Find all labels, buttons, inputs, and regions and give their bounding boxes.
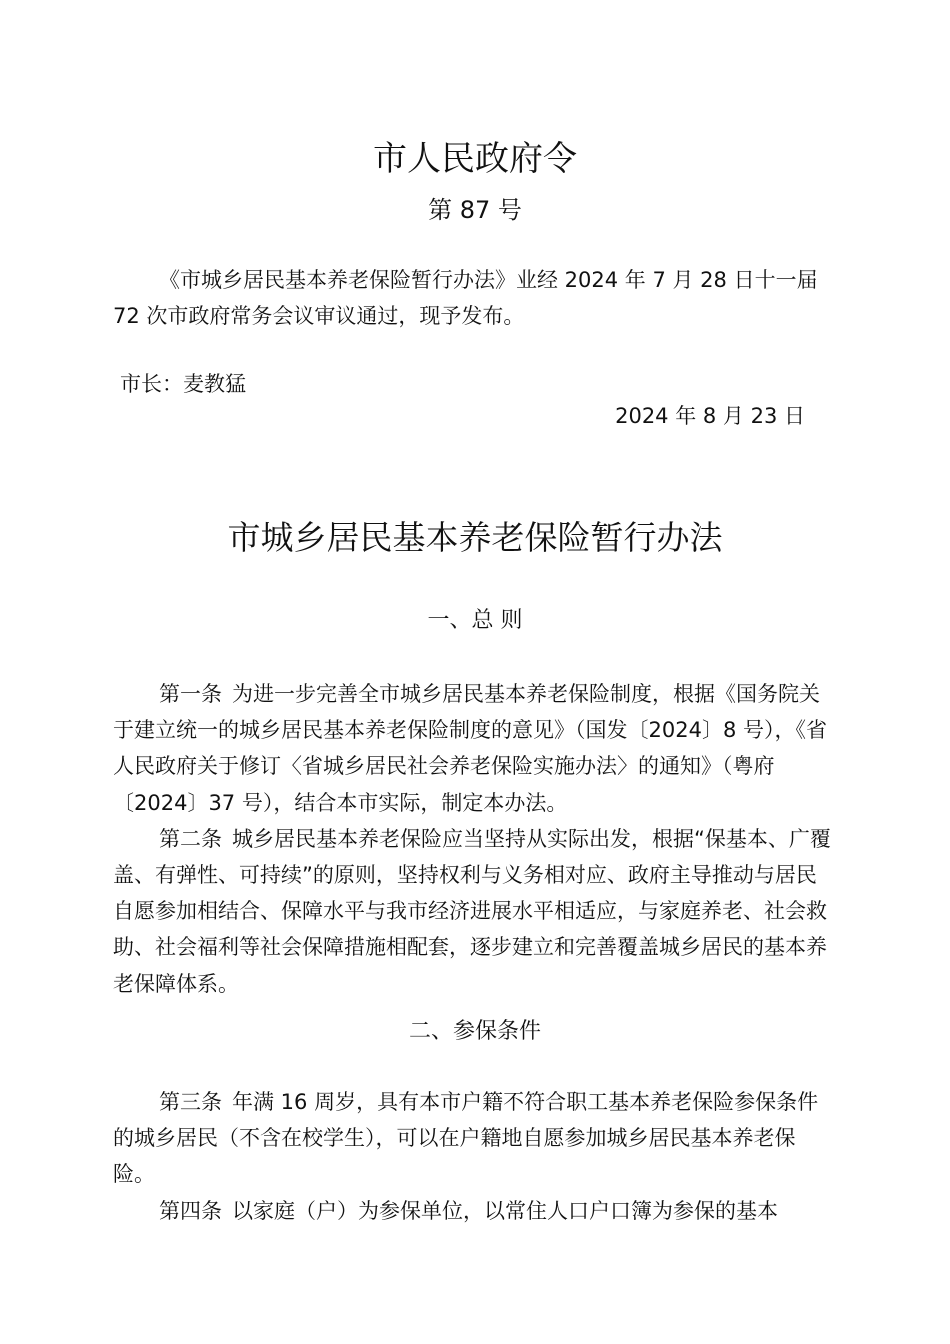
article-2 bbox=[113, 821, 837, 1002]
section-general-articles bbox=[113, 676, 837, 1002]
decree-date: 2024 年 8 月 23 日 bbox=[615, 404, 805, 428]
document-title: 市城乡居民基本养老保险暂行办法 bbox=[227, 518, 723, 557]
section-heading-general: 一、总 则 bbox=[427, 608, 523, 633]
article-number: 第四条 bbox=[159, 1198, 222, 1223]
article-1 bbox=[113, 676, 837, 821]
article-4 bbox=[113, 1193, 837, 1229]
article-number: 第二条 bbox=[159, 826, 222, 851]
article-text: 城乡居民基本养老保险应当坚持从实际出发，根据“保基本、广覆盖、有弹性、可持续”的原则，坚持权利与义务相对应、政府主导推动与居民自愿参加相结合、保障水平与我市经济进展水平相适应，与家庭养老、社会救助、社会福利等社会保障措施相配套，逐步建立和完善覆盖城乡居民的基本养老保障体系。 bbox=[113, 826, 831, 996]
article-3 bbox=[113, 1084, 837, 1193]
decree-number: 第 87 号 bbox=[428, 196, 522, 224]
article-number: 第三条 bbox=[159, 1090, 222, 1114]
section-enrollment-articles bbox=[113, 1084, 837, 1229]
section-heading-enrollment: 二、参保条件 bbox=[408, 1019, 541, 1044]
mayor-signature-line: 市长：麦教猛 bbox=[120, 372, 246, 396]
article-text: 为进一步完善全市城乡居民基本养老保险制度，根据《国务院关于建立统一的城乡居民基本养老保险制度的意见》（国发〔2024〕8 号），《省人民政府关于修订〈省城乡居民社会养老保险实施办法〉的通知》（粤府〔2024〕37 号），结合本市实际，制定本办法。 bbox=[113, 682, 827, 815]
article-text: 以家庭（户）为参保单位，以常住人口户口簿为参保的基本 bbox=[232, 1198, 778, 1223]
decree-intro-paragraph: 《市城乡居民基本养老保险暂行办法》业经 2024 年 7 月 28 日十一届 72 次市政府常务会议审议通过，现予发布。 bbox=[113, 268, 818, 328]
article-text: 年满 16 周岁，具有本市户籍不符合职工基本养老保险参保条件的城乡居民（不含在校学生），可以在户籍地自愿参加城乡居民基本养老保险。 bbox=[113, 1090, 819, 1187]
article-number: 第一条 bbox=[159, 682, 222, 706]
decree-title: 市人民政府令 bbox=[373, 139, 577, 179]
